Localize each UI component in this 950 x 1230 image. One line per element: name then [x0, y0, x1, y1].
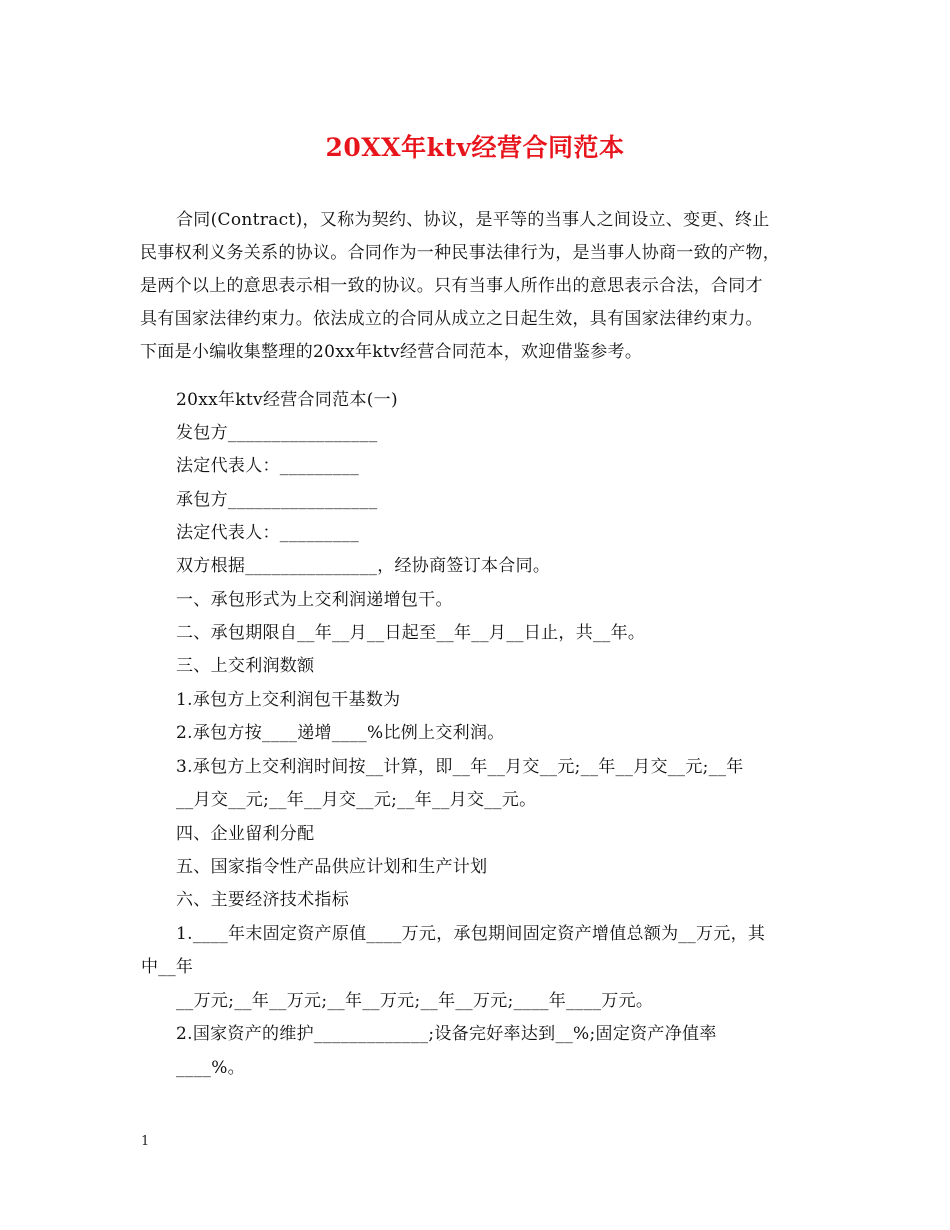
- party-b-field: 承包方_________________: [176, 490, 378, 510]
- document-title: 20XX年ktv经营合同范本: [325, 133, 625, 162]
- intro-line: 是两个以上的意思表示相一致的协议。只有当事人所作出的意思表示合法，合同才: [140, 276, 763, 296]
- clause-3: 三、上交利润数额: [176, 656, 315, 676]
- party-a-field: 发包方_________________: [176, 423, 378, 443]
- clause-5: 五、国家指令性产品供应计划和生产计划: [176, 857, 488, 877]
- clause-3-item-2: 2.承包方按____递增____%比例上交利润。: [176, 723, 505, 743]
- clause-6-item-2: 2.国家资产的维护_____________;设备完好率达到__%;固定资产净值率: [176, 1024, 717, 1044]
- intro-line: 下面是小编收集整理的20xx年ktv经营合同范本，欢迎借鉴参考。: [140, 342, 643, 362]
- clause-3-item-3: 3.承包方上交利润时间按__计算，即__年__月交__元;__年__月交__元;__年: [176, 757, 744, 777]
- clause-4: 四、企业留利分配: [176, 824, 315, 844]
- clause-3-item-1: 1.承包方上交利润包干基数为: [176, 690, 401, 710]
- intro-paragraph: [140, 204, 830, 369]
- clause-6-item-1-cont: 中__年: [141, 957, 194, 977]
- clause-6: 六、主要经济技术指标: [176, 890, 349, 910]
- intro-line: 具有国家法律约束力。依法成立的合同从成立之日起生效，具有国家法律约束力。: [140, 309, 763, 329]
- contract-basis-line: 双方根据_______________，经协商签订本合同。: [176, 556, 551, 576]
- legal-rep-field: 法定代表人：_________: [176, 456, 359, 476]
- clause-1: 一、承包形式为上交利润递增包干。: [176, 590, 453, 610]
- clause-6-item-2-cont: ____%。: [176, 1058, 245, 1078]
- intro-line: 合同(Contract)，又称为契约、协议，是平等的当事人之间设立、变更、终止: [176, 210, 770, 230]
- clause-3-item-3-cont: __月交__元;__年__月交__元;__年__月交__元。: [176, 790, 537, 810]
- page-number: 1: [141, 1134, 150, 1149]
- intro-line: 民事权利义务关系的协议。合同作为一种民事法律行为，是当事人协商一致的产物，: [140, 243, 781, 263]
- clause-6-item-1: 1.____年末固定资产原值____万元，承包期间固定资产增值总额为__万元，其: [176, 924, 766, 944]
- legal-rep-field: 法定代表人：_________: [176, 523, 359, 543]
- section-heading: 20xx年ktv经营合同范本(一): [176, 390, 398, 410]
- clause-6-item-1-values: __万元;__年__万元;__年__万元;__年__万元;____年____万元。: [176, 991, 654, 1011]
- clause-2: 二、承包期限自__年__月__日起至__年__月__日止，共__年。: [176, 623, 646, 643]
